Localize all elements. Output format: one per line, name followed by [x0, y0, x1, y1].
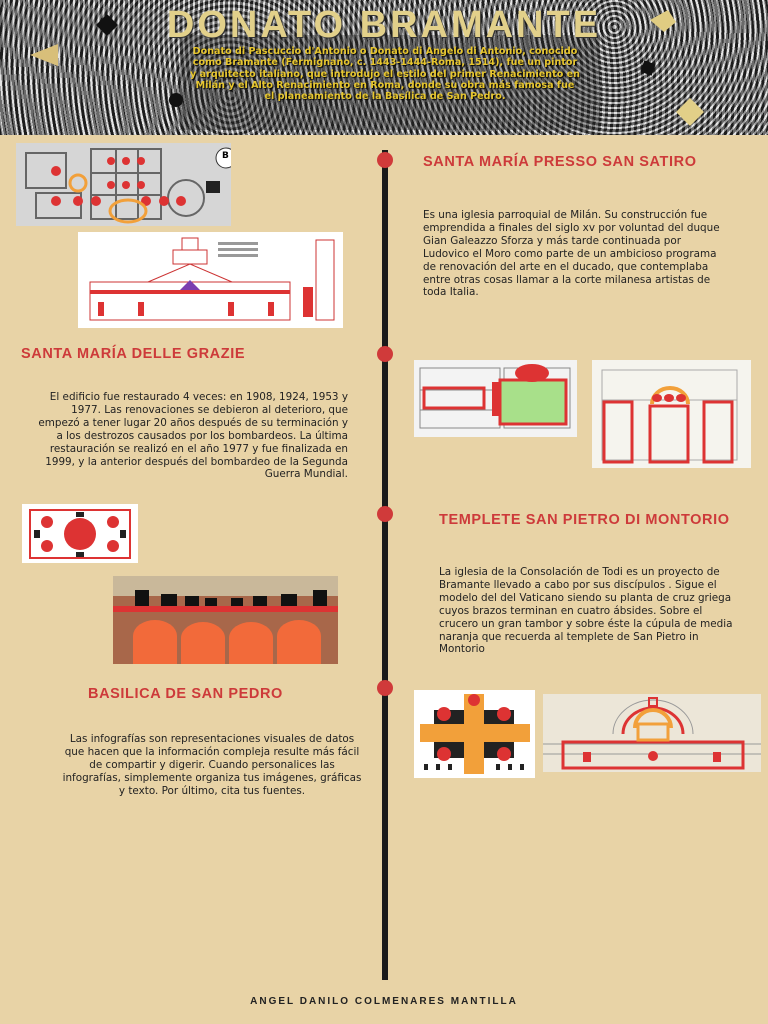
timeline-line [382, 150, 388, 980]
section-2-title: SANTA MARÍA DELLE GRAZIE [21, 346, 246, 362]
san-pedro-plan-image [414, 690, 535, 778]
grazie-plan-image [414, 360, 577, 437]
section-4-text: Las infografías son representaciones visuales de datos que hacen que la información compleja resulte más fácil de compartir y digerir. Cuando personalices las infografías, simplemente organiza tus imágenes, gráficas y texto. Por último, cita tus fuentes. [62, 733, 362, 797]
section-2-text: El edificio fue restaurado 4 veces: en 1908, 1924, 1953 y 1977. Las renovaciones se debieron al deterioro, que empezó a tener lugar 20 años después de su terminación y a los destrozos causados por los bombardeos. La última restauración se realizó en el año 1977 y fue finalizada en 1999, y la anterior después del bombardeo de la Segunda Guerra Mundial. [38, 391, 348, 481]
timeline-dot-1 [377, 152, 393, 168]
section-3-text: La iglesia de la Consolación de Todi es un proyecto de Bramante llevado a cabo por sus discípulos . Sigue el modelo del del Vaticano siendo su planta de cruz griega cuyos brazos terminan en cuatro ábsides. Sobre el crucero un gran tambor y sobre éste la cúpula de media naranja que recuerda al templete de San Pietro in Montorio [439, 566, 733, 656]
grazie-section-image [592, 360, 751, 468]
san-satiro-plan-image [16, 143, 231, 226]
san-satiro-elevation-image [78, 232, 343, 328]
page-title: DONATO BRAMANTE [166, 4, 602, 46]
templete-plan-image [22, 504, 138, 563]
header-banner [0, 0, 768, 135]
templete-courtyard-image [113, 576, 338, 664]
section-3-title: TEMPLETE SAN PIETRO DI MONTORIO [439, 512, 730, 528]
timeline-dot-3 [377, 506, 393, 522]
circle-deco-icon [168, 92, 184, 108]
triangle-deco-icon [30, 44, 60, 66]
plan-label-b: B [222, 151, 229, 161]
section-1-title: SANTA MARÍA PRESSO SAN SATIRO [423, 154, 697, 170]
san-pedro-elevation-image [543, 694, 761, 772]
diamond-gold-deco-icon [676, 98, 704, 126]
intro-paragraph: Donato di Pascuccio d'Antonio o Donato di Angelo di Antonio, conocido como Bramante (Fermignano, c. 1443-1444-Roma, 1514), fue un pintor y arquitecto italiano, que introdujo el estilo del primer Renacimiento en Milán y el Alto Renacimiento en Roma, donde su obra más famosa fue el planeamiento de la Basílica de San Pedro. [190, 46, 580, 103]
author-footer: ANGEL DANILO COLMENARES MANTILLA [250, 996, 518, 1007]
timeline-dot-4 [377, 680, 393, 696]
square-deco-icon [640, 60, 656, 76]
timeline-dot-2 [377, 346, 393, 362]
section-1-text: Es una iglesia parroquial de Milán. Su construcción fue emprendida a finales del siglo xv por voluntad del duque Gian Galeazzo Sforza y más tarde continuada por Ludovico el Moro como parte de un ambicioso programa de renovación del arte en el ducado, que contemplaba entre otras cosas llamar a la corte milanesa artistas de toda Italia. [423, 209, 720, 299]
section-4-title: BASILICA DE SAN PEDRO [88, 686, 283, 702]
